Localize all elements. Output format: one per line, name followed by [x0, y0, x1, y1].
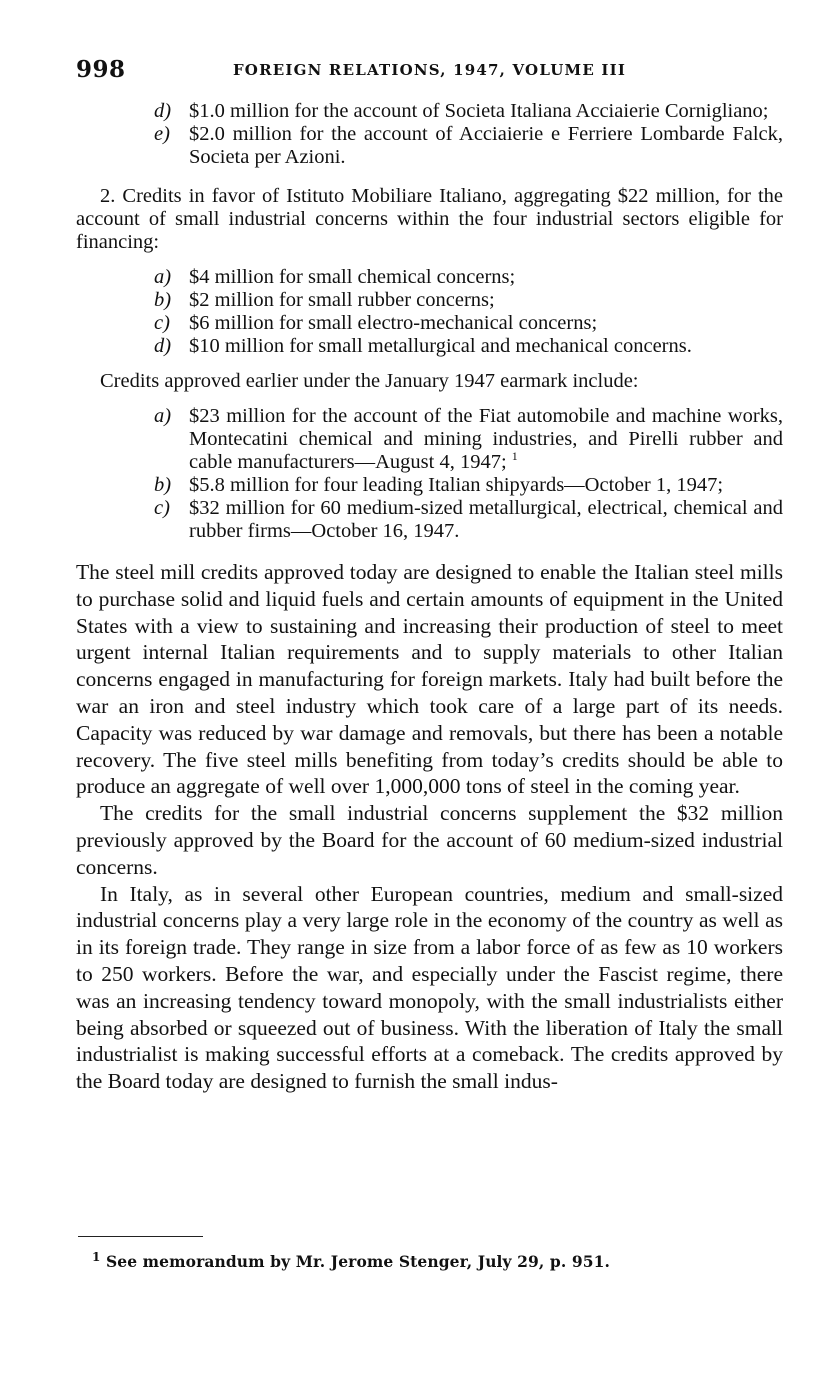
item-text: $5.8 million for four leading Italian shipyards—October 1, 1947;	[189, 474, 724, 496]
item-label: a)	[154, 266, 172, 288]
item-label: b)	[154, 289, 172, 311]
footnote-reference: 1	[511, 449, 518, 464]
running-head: FOREIGN RELATIONS, 1947, VOLUME III	[232, 61, 627, 79]
paragraph-steel-mills: The steel mill credits approved today are designed to enable the Italian steel mills to purchase solid and liquid fuels and certain amounts of equipment in the United States with a view to sustaining and increasing their production of steel to meet urgent internal Italian requirements and to supply materials to other Italian concerns engaged in manufacturing for foreign markets. Italy had built before the war an iron and steel industry which took care of a large part of its needs. Capacity was reduced by war damage and removals, but there has been a notable recovery. The five steel mills benefiting from today’s credits should be able to produce an aggregate of well over 1,000,000 tons of steel in the coming year.	[76, 560, 783, 799]
footnote-divider	[78, 1236, 203, 1237]
item-label: d)	[154, 100, 172, 122]
list-item	[76, 100, 783, 123]
footnote	[92, 1249, 782, 1272]
page-header	[76, 56, 783, 86]
item-label: d)	[154, 335, 172, 357]
paragraph-imi-credits: 2. Credits in favor of Istituto Mobiliare Italiano, aggregating $22 million, for the account of small industrial concerns within the four industrial sectors eligible for financing:	[76, 185, 783, 253]
list-item	[76, 497, 783, 543]
page-number: 998	[76, 56, 126, 83]
steel-mill-list	[76, 100, 783, 169]
item-label: b)	[154, 474, 172, 496]
footnote-marker: 1	[92, 1249, 101, 1264]
list-item	[76, 474, 783, 497]
list-item	[76, 123, 783, 169]
paragraph-earlier-credits: Credits approved earlier under the January 1947 earmark include:	[100, 370, 639, 392]
item-label: e)	[154, 123, 170, 145]
item-text: $4 million for small chemical concerns;	[189, 266, 516, 288]
item-text: $32 million for 60 medium-sized metallurgical, electrical, chemical and rubber firms—October 16, 1947.	[189, 497, 783, 542]
list-item	[76, 312, 783, 335]
item-label: c)	[154, 497, 170, 519]
paragraph-small-concerns: The credits for the small industrial concerns supplement the $32 million previously approved by the Board for the account of 60 medium-sized industrial concerns.	[76, 801, 783, 879]
item-text: $1.0 million for the account of Societa Italiana Acciaierie Cornigliano;	[189, 100, 769, 122]
item-text: $2 million for small rubber concerns;	[189, 289, 495, 311]
item-text: $10 million for small metallurgical and mechanical concerns.	[189, 335, 692, 357]
paragraph-italy-industry: In Italy, as in several other European countries, medium and small-sized industrial concerns play a very large role in the economy of the country as well as in its foreign trade. They range in size from a labor force of as few as 10 workers to 250 workers. Before the war, and especially under the Fascist regime, there was an increasing tendency toward monopoly, with the small industrialists either being absorbed or squeezed out of business. With the liberation of Italy the small industrialist is making successful efforts at a comeback. The credits approved by the Board today are designed to furnish the small indus-	[76, 881, 783, 1094]
item-text: $23 million for the account of the Fiat automobile and machine works, Montecatini chemical and mining industries, and Pirelli rubber and cable manufacturers—August 4, 1947;	[189, 405, 783, 473]
footnote-text: See memorandum by Mr. Jerome Stenger, July 29, p. 951.	[105, 1252, 610, 1271]
list-item	[76, 405, 783, 474]
item-text: $6 million for small electro-mechanical concerns;	[189, 312, 598, 334]
item-label: c)	[154, 312, 170, 334]
small-concerns-list	[76, 266, 783, 358]
earlier-credits-list	[76, 405, 783, 543]
item-label: a)	[154, 405, 172, 427]
page-content	[76, 100, 783, 1095]
item-text: $2.0 million for the account of Acciaierie e Ferriere Lombarde Falck, Societa per Azioni.	[189, 123, 783, 168]
list-item	[76, 266, 783, 289]
list-item	[76, 335, 783, 358]
list-item	[76, 289, 783, 312]
